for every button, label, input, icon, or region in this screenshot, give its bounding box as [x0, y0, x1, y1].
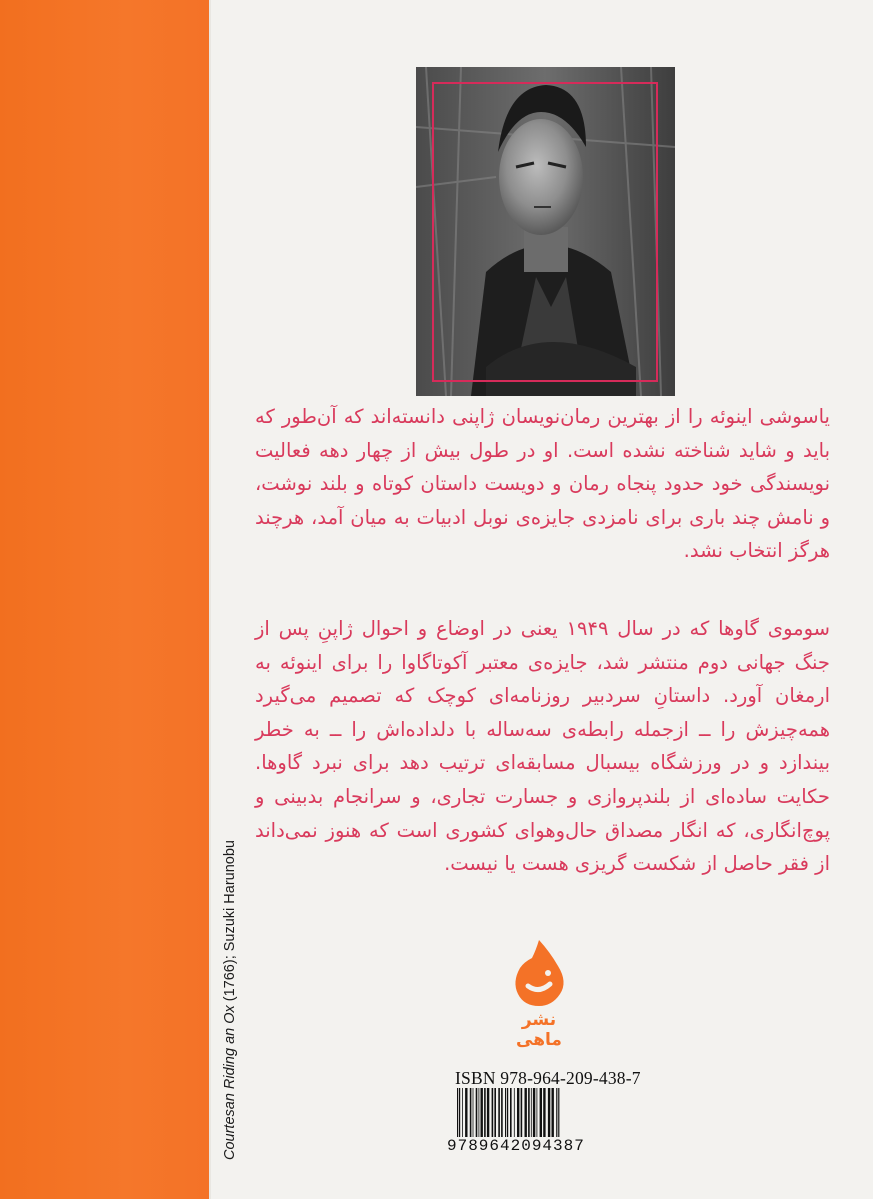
barcode-bar	[525, 1088, 527, 1138]
barcode-bar	[492, 1088, 494, 1138]
summary-paragraph: سوموی گاوها که در سال ۱۹۴۹ یعنی در اوضاع و احوال ژاپنِ پس از جنگ جهانی دوم منتشر شد، جایزه‌ی معتبر آکوتاگاوا را برای اینوئه به ارمغان آورد. داستانِ سردبیر روزنامه‌ای کوچک که تصمیم می‌گیرد همه‌چیزش را ــ ازجمله رابطه‌ی سه‌ساله با دلداده‌اش را ــ به خطر بیندازد و در ورزشگاه بیسبال مسابقه‌ای ترتیب دهد برای نبرد گاوها. حکایت ساده‌ای از بلندپروازی و جسارت تجاری، و سرانجام بدبینی و پوچ‌انگاری، که انگار مصداق حال‌وهوای کشوری است که هنوز نمی‌داند از فقر حاصل از شکست گریزی هست یا نیست.	[255, 617, 831, 876]
barcode-bar	[479, 1088, 480, 1138]
barcode-bar	[484, 1088, 486, 1138]
barcode-bar	[470, 1088, 472, 1138]
publisher-name: نشر ماهی	[516, 1010, 562, 1050]
barcode-digits: 9789642094387	[447, 1137, 637, 1159]
barcode-bar	[548, 1088, 550, 1138]
barcode-bar	[521, 1088, 523, 1138]
barcode-bar	[517, 1088, 519, 1138]
barcode-bar	[543, 1088, 545, 1138]
barcode-bar	[487, 1088, 489, 1138]
barcode-bar	[465, 1088, 467, 1138]
barcode-bar	[540, 1088, 542, 1138]
barcode-bar	[510, 1088, 512, 1138]
barcode-bar	[494, 1088, 496, 1138]
barcode-bar	[501, 1088, 503, 1138]
isbn-label: ISBN 978-964-209-438-7	[455, 1068, 641, 1088]
barcode-bar	[476, 1088, 478, 1138]
barcode-bar	[473, 1088, 474, 1138]
barcode-bar	[481, 1088, 483, 1138]
barcode-bar	[462, 1088, 463, 1138]
cover-art-credit	[222, 780, 238, 1160]
photo-frame	[432, 82, 658, 382]
credit-title: Courtesan Riding an Ox	[222, 1005, 238, 1160]
barcode-bar	[498, 1088, 500, 1138]
publisher-wordmark	[502, 1010, 576, 1050]
barcode-bar	[552, 1088, 554, 1138]
barcode-bar	[533, 1088, 535, 1138]
barcode-bar	[531, 1088, 532, 1138]
spine-divider	[209, 0, 211, 1199]
barcode-bar	[528, 1088, 530, 1138]
credit-rest: (1766); Suzuki Harunobu	[222, 840, 238, 1006]
spine-band	[0, 0, 209, 1199]
intro-paragraph: یاسوشی اینوئه را از بهترین رمان‌نویسان ژاپنی دانسته‌اند که آن‌طور که باید و شاید شناخته نشده است. او در طول بیش از چهار دهه فعالیت نویسندگی خود حدود پنجاه رمان و دویست داستان کوتاه و بلند نوشت، و نامش چند باری برای نامزدی جایزه‌ی نوبل ادبیات به میان آمد، هرچند هرگز انتخاب نشد.	[255, 405, 830, 563]
barcode-bar	[537, 1088, 538, 1138]
barcode-bar	[514, 1088, 515, 1138]
